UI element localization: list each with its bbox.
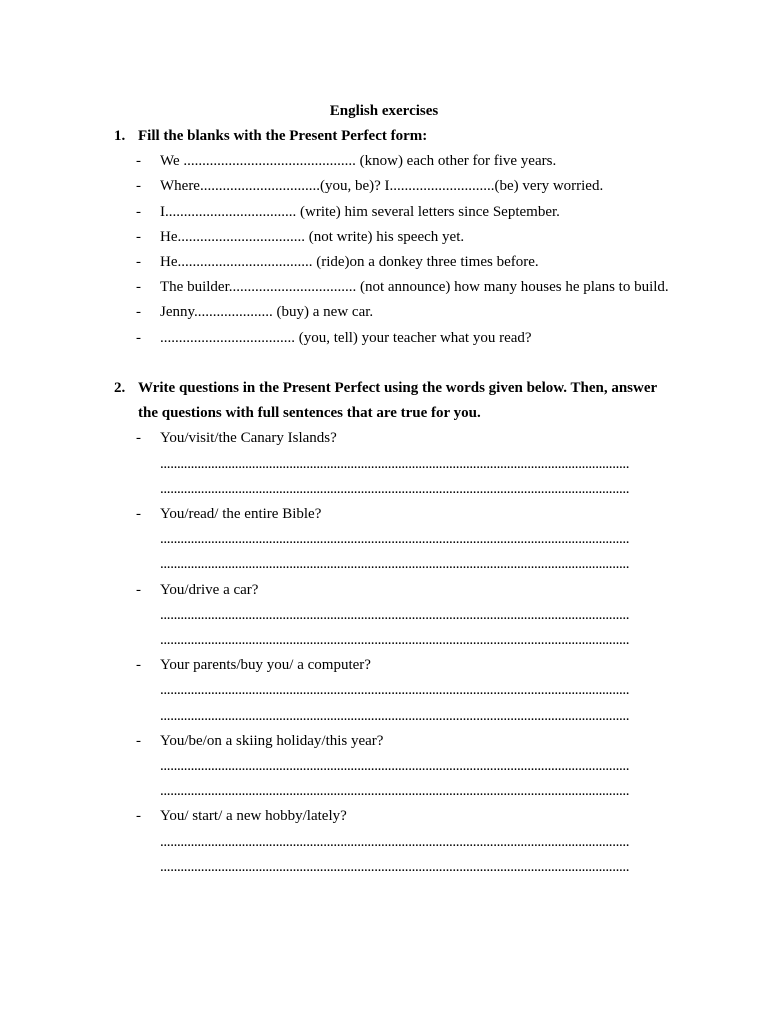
- exercise-2-question: [114, 804, 676, 829]
- exercise-1-sentence: Where................................(you, be)? I............................(be) very worried.: [160, 178, 604, 195]
- bullet-dash: -: [136, 178, 141, 195]
- bullet-dash: -: [136, 430, 141, 447]
- exercise-1-instruction: Fill the blanks with the Present Perfect form:: [138, 128, 428, 144]
- question-prompt: You/read/ the entire Bible?: [160, 506, 322, 523]
- exercise-1-sentence: The builder.................................. (not announce) how many houses he plans to build.: [160, 279, 669, 296]
- answer-line: ..........................................................................................................................................: [160, 556, 630, 573]
- bullet-dash: -: [136, 657, 141, 674]
- exercise-2-question: [114, 729, 676, 754]
- exercise-1-item: [114, 149, 676, 174]
- exercise-1-item: [114, 300, 676, 325]
- exercise-2-heading: [114, 376, 676, 426]
- answer-line: ..........................................................................................................................................: [160, 682, 630, 699]
- answer-line: ..........................................................................................................................................: [160, 707, 630, 724]
- question-prompt: You/ start/ a new hobby/lately?: [160, 808, 347, 825]
- answer-line: ..........................................................................................................................................: [160, 632, 630, 649]
- exercise-2-question: [114, 578, 676, 603]
- question-prompt: You/visit/the Canary Islands?: [160, 430, 337, 447]
- exercise-1-sentence: We .............................................. (know) each other for five years.: [160, 153, 557, 170]
- bullet-dash: -: [136, 203, 141, 220]
- exercise-2-question: [114, 653, 676, 678]
- exercise-1-number: 1.: [114, 128, 126, 144]
- exercise-1-item: [114, 174, 676, 199]
- bullet-dash: -: [136, 732, 141, 749]
- question-prompt: Your parents/buy you/ a computer?: [160, 657, 371, 674]
- exercise-1-item: [114, 225, 676, 250]
- bullet-dash: -: [136, 279, 141, 296]
- answer-line: ..........................................................................................................................................: [160, 480, 630, 497]
- exercise-2-number: 2.: [114, 380, 126, 396]
- exercise-1-sentence: He.................................... (ride)on a donkey three times before.: [160, 254, 539, 271]
- bullet-dash: -: [136, 506, 141, 523]
- page-title: English exercises: [329, 103, 439, 119]
- exercise-1-sentence: He.................................. (not write) his speech yet.: [160, 228, 465, 245]
- answer-line: ..........................................................................................................................................: [160, 858, 630, 875]
- exercise-1-item: [114, 275, 676, 300]
- answer-line: ..........................................................................................................................................: [160, 833, 630, 850]
- exercise-2: [114, 376, 676, 880]
- exercise-1-item: [114, 326, 676, 351]
- answer-line: ..........................................................................................................................................: [160, 455, 630, 472]
- question-prompt: You/be/on a skiing holiday/this year?: [160, 732, 384, 749]
- bullet-dash: -: [136, 581, 141, 598]
- exercise-1-item: [114, 200, 676, 225]
- exercise-1-heading: [114, 124, 676, 149]
- exercise-1-sentence: .................................... (you, tell) your teacher what you read?: [160, 329, 532, 346]
- answer-line: ..........................................................................................................................................: [160, 531, 630, 548]
- answer-line: ..........................................................................................................................................: [160, 606, 630, 623]
- exercise-2-question: [114, 502, 676, 527]
- exercise-1-item: [114, 250, 676, 275]
- exercise-1: [114, 124, 676, 351]
- bullet-dash: -: [136, 153, 141, 170]
- answer-line: ..........................................................................................................................................: [160, 758, 630, 775]
- exercise-1-sentence: I................................... (write) him several letters since September.: [160, 203, 560, 220]
- bullet-dash: -: [136, 254, 141, 271]
- exercise-2-question: [114, 426, 676, 451]
- bullet-dash: -: [136, 304, 141, 321]
- exercise-1-sentence: Jenny..................... (buy) a new car.: [160, 304, 374, 321]
- exercise-2-instruction: Write questions in the Present Perfect using the words given below. Then, answer the questions with full sentences that are true for you.: [138, 380, 657, 422]
- question-prompt: You/drive a car?: [160, 581, 259, 598]
- bullet-dash: -: [136, 808, 141, 825]
- bullet-dash: -: [136, 329, 141, 346]
- answer-line: ..........................................................................................................................................: [160, 783, 630, 800]
- bullet-dash: -: [136, 228, 141, 245]
